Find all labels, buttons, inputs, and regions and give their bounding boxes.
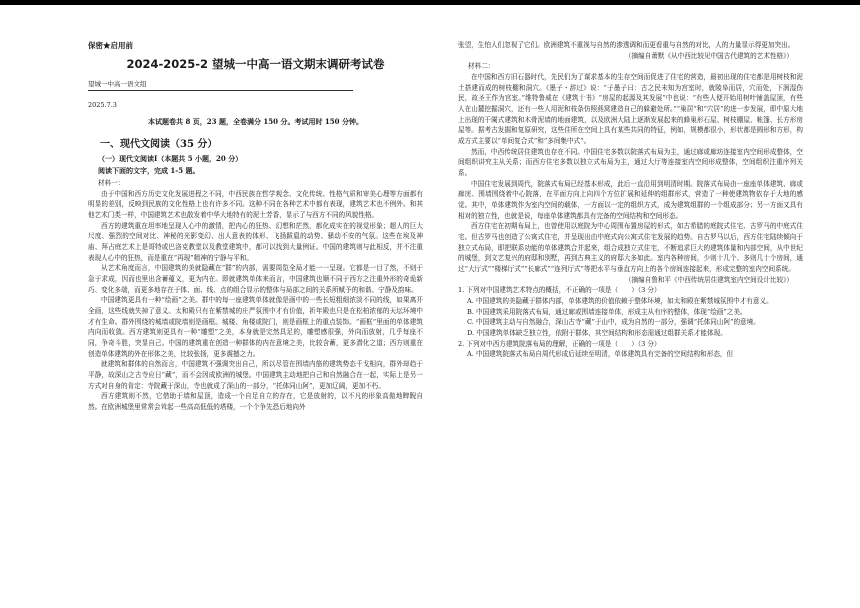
material2-label: 材料二： xyxy=(468,62,495,71)
material1-label: 材料一： xyxy=(98,179,125,187)
secret-mark: 保密★启用前 xyxy=(88,41,133,50)
subsection-heading: （一）现代文阅读Ⅰ（本题共 5 小题，20 分） xyxy=(98,154,243,163)
question-2-option: A. 中国建筑院落式布局自周代形成后延续至明清，单体建筑具有完备的空间结构和形态，但 xyxy=(467,350,734,359)
author-line: 望城一中高一语文组 xyxy=(88,79,353,91)
question-1-option: A. 中国建筑的美隐藏于群体内部，单体建筑的价值依赖于整体环境，如太和殿在紫禁城氛围中才有意义。 xyxy=(467,297,773,305)
exam-date: 2025.7.3 xyxy=(88,101,117,109)
material2-paragraph: 在中国和西方旧石器时代，先民们为了谋求基本的生存空间而促进了住宅的营造，最初出现的住宅都是用树枝和泥土搭建而成的树枝棚和洞穴。《墨子・辞过》说：“子墨子曰：古之民未知为宫室时，就陵阜而居，穴而处，下润湿伤民，故圣王作为宫室。”维特鲁威在《建筑十书》“房屋的起源及其发展”中也说：“有些人便开始用树叶铺盖屋顶，有些人在山麓挖掘洞穴，还有一些人用泥和枝条仿照燕窝建造自己的躲避处所。”“巢居”和“穴居”的进一步发展，即中原大地上出现的干阑式建筑和木骨泥墙的地面建筑，以及欧洲大陆上逐渐发展起来的蜂巢形石屋、树枝棚屋、帐篷、长方形房屋等。据考古发掘和复原研究，这些住所在空间上具有某些共同的特征，例如，规模都很小，形状都是圆形和方形，构成方式主要以“单间复合式”和“多间集中式”。 xyxy=(458,72,803,145)
right-column xyxy=(430,0,860,608)
question-1-option: C. 中国建筑主动与自然融合，深山古寺“藏”于山中，成为自然的一部分，强调“托体同山阿”的意境。 xyxy=(467,318,760,327)
material2-paragraph: 然而，中西传统居住建筑也存在不同。中国住宅多数以院落式布局为主，通过廊或廊坊连接室内空间形成整体，空间组织讲究主从关系；而西方住宅多数以独立式布局为主，通过大厅等连接室内空间形成整体，空间组织注重序列关系。 xyxy=(458,147,803,177)
material1-paragraph: 西方的建筑重在坦率地呈现人心中的激情，把内心的狂热、幻想和茫然，都化成实在的视觉形象；超人的巨大尺度、强烈的空间对比、神秘的光影变幻、出人意表的体形、飞扬跋扈的动势、骚动不安的气氛。这些在埃及神庙、拜占庭艺术上是哥特或巴洛克教堂以及教堂建筑中，都可以找到大量例证。中国的建筑则与此相反，并不注重表现人心中的狂热，而是重在“再现”精神的宁静与平和。 xyxy=(88,221,423,262)
exam-title: 2024-2025-2 望城一中高一语文期末调研考试卷 xyxy=(126,57,385,71)
exam-note: 本试题卷共 8 页，23 题，全卷满分 150 分。考试用时 150 分钟。 xyxy=(148,117,363,126)
material1-paragraph: 中国建筑更具有一种“绘画”之美。群中的每一座建筑单体就像是画中的一些长短粗细浓淡不同的线，如果离开全画，这些线就失掉了意义。太和殿只有在紫禁城的庄严氛围中才有价值，祈年殿也只是在松柏浓郁的天坛环境中才有生命。群外围绕的城墙或院墙则是画框。城楼、角楼或院门，则是画框上的重点装饰。“画框”里面的单体建筑内向而收敛。西方建筑则更具有一种“雕塑”之美，本身就是完然具足的，雕塑感很强，外向而放射，几乎每座不同，争奇斗胜，突显自己。中国的建筑重在创造一种群体的内在意境之美，比较含蓄，更多潜化之道；西方则重在创造单体建筑的外在形体之美，比较张扬，更多震撼之力。 xyxy=(88,296,423,358)
material1-paragraph: 西方建筑则不然，它借助于墙和屋顶，造成一个自足自立的存在，它是放射的，以不凡的形象高傲地睥睨自然。在欧洲城堡里常常会耸起一些高高低低的塔楼，一个个争先恐后地向外 xyxy=(88,392,423,411)
question-1-option: D. 中国建筑单体缺乏独立性，依附于群体，其空间结构和形态需通过组群关系才能体现。 xyxy=(467,329,727,338)
question-1-stem: 1. 下列对中国建筑艺术特点的概括，不正确的一项是（ ）（3 分） xyxy=(458,286,661,295)
material2-paragraph: 西方住宅在初期布局上，也曾使用以庭院为中心周围布置房屋的形式，如古希腊的庭院式住宅、古罗马的中庭式住宅。但古罗马也创造了公寓式住宅，并呈现出由中庭式向公寓式住宅发展的趋势。自古罗马以后，西方住宅陆续倾向于独立式布局，即把联系功能的单体建筑合并起来，组合成独立式住宅，不断追求巨大的建筑体量和内部空间，从中世纪的城堡，到文艺复兴的府邸和别墅，再到古典主义的府邸大多如此。室内各种房间，少则十几个、多则几十个房间，通过“大厅式”“楼梯厅式”“长廊式”“连列厅式”等把水平与垂直方向上的各个房间连接起来，形成完整的室内空间系统。 xyxy=(458,222,803,273)
material2-paragraph: 中国住宅发展到周代，院落式布局已经基本形成，此后一直沿用到明清时期。院落式布局由一座座单体建筑、廊或廊庑、围墙围绕着中心院落，在平面方向上向四个方位扩展和延伸的组群形式，营造了一种使建筑物依存于大地的感觉。其中，单体建筑作为室内空间的载体，一方面以一定的组织方式，成为建筑组群的一个组成部分；另一方面又具有相对的独立性，也就是说，每座单体建筑都具有完备的空间结构和空间形态。 xyxy=(458,179,803,220)
question-2-stem: 2. 下列对中西方建筑院落布局的理解，正确的一项是（ ）（3 分） xyxy=(458,339,661,348)
reading-instruction: 阅读下面的文字，完成 1-5 题。 xyxy=(98,166,200,175)
section-heading: 一、现代文阅读（35 分） xyxy=(100,139,218,150)
material1-paragraph: 就建筑和群体的自然而言，中国建筑不强调突出自己，所以尽管在围墙内筋的建筑势态千戈相向，群外却趋于平静，故深山之古寺应日“藏”，而不会因成欧洲的城堡。中国建筑主动地把自己和自然融合在一起，实际上是另一方式对自身的肯定：寺院藏于深山，寺也就成了深山的一部分，“托体同山阿”，更加辽阔，更加不朽。 xyxy=(88,360,423,390)
source-citation: （摘编自萧默《从中西比较见中国古代建筑的艺术性格》） xyxy=(624,51,793,60)
continued-paragraph: 张望，生怕人们忽视了它们。欧洲建筑不重视与自然的渗透调和而更看重与自然的对比，人的力量显示得更加突出。 xyxy=(458,41,795,49)
question-1-option: B. 中国建筑采用院落式布局，通过廊或围墙连接单体，形成主从有序的整体，体现“绘画”之美。 xyxy=(467,307,747,316)
material1-paragraph: 由于中国和西方历史文化发展进程之不同，中西民族在哲学观念、文化传统、性格气质和审美心理等方面都有明显的差别，反映到民族的文化性格上也有许多不同。这种不同在各种艺术中都有表现，建筑艺术也不例外。和其他艺术门类一样，中国建筑艺术也散发着中华大地特有的泥土芳香，显示了与西方不同的风貌性格。 xyxy=(88,189,423,219)
material1-paragraph: 从艺术角度而言，中国建筑的美就隐藏在“群”的内部，需要周览全局才能一一呈现。它都是一目了然，不则于急于求成，因而也里出含蓄蕴义，更为内在。即就建筑单体来而言，中国建筑也顺不同于西方之注重外形的奇诡新巧、变化多端，而更多地存在于体、面、线、点的组合显示的整体与局部之间的关系所赋予的和谐、宁静及韵味。 xyxy=(88,264,423,294)
source-citation: （摘编自鲁和平《中西传统居住建筑室内空间设计比较》） xyxy=(624,275,793,284)
